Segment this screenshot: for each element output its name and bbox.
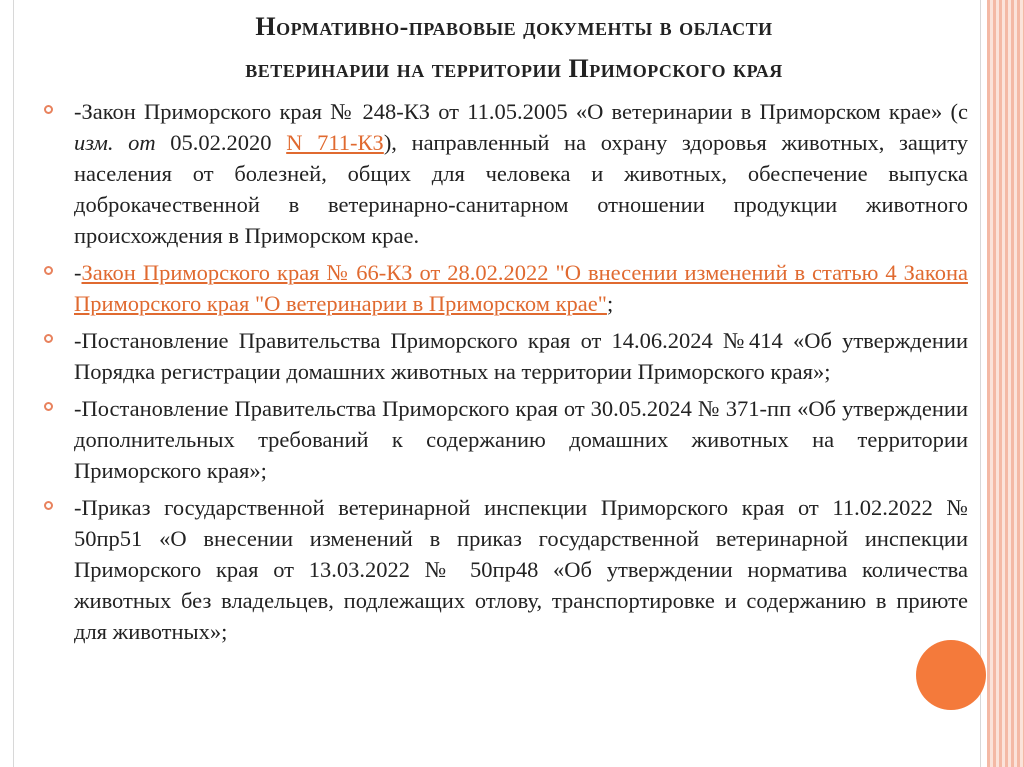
document-list (44, 96, 968, 653)
item-text-italic: изм. от (74, 130, 156, 155)
item-text: -Приказ государственной ветеринарной инспекции Приморского края от 11.02.2022 № 50пр51 «О внесении изменений в приказ государственной ветеринарной инспекции Приморского края от 13.03.2022 № 50пр48 «Об утверждении норматива количества животных без владельцев, подлежащих отлову, транспортировке и содержанию в приюте для животных»; (74, 495, 968, 644)
law-link[interactable]: Закон Приморского края № 66-КЗ от 28.02.2022 "О внесении изменений в статью 4 Закона Приморского края "О ветеринарии в Приморском крае" (74, 260, 968, 316)
item-text: -Постановление Правительства Приморского края от 30.05.2024 № 371-пп «Об утверждении дополнительных требований к содержанию домашних животных на территории Приморского края»; (74, 396, 968, 483)
item-suffix: ; (606, 291, 614, 316)
item-prefix: - (74, 260, 82, 285)
bullet-icon (44, 402, 53, 411)
title-line-2: ветеринарии на территории Приморского края (245, 54, 783, 83)
page-title (54, 6, 974, 90)
bullet-icon (44, 334, 53, 343)
list-item (44, 96, 968, 251)
bullet-icon (44, 266, 53, 275)
decorative-stripes (987, 0, 1024, 767)
item-text: -Закон Приморского края № 248-КЗ от 11.05.2005 «О ветеринарии в Приморском крае» (с (74, 99, 968, 124)
bullet-icon (44, 105, 53, 114)
law-link[interactable]: N 711-КЗ (286, 130, 384, 155)
title-line-1: Нормативно-правовые документы в области (255, 12, 773, 41)
slide-frame (13, 0, 981, 767)
item-text: 05.02.2020 (155, 130, 287, 155)
decorative-circle (916, 640, 986, 710)
item-text: ), направленный на охрану здоровья животных, защиту населения от болезней, общих для человека и животных, обеспечение выпуска доброкачественной в ветеринарно-санитарном отношении продукции животного происхождения в Приморском крае. (74, 130, 969, 248)
list-item (44, 257, 968, 319)
list-item (44, 325, 968, 387)
item-text: -Постановление Правительства Приморского края от 14.06.2024 №414 «Об утверждении Порядка регистрации домашних животных на территории Приморского края»; (74, 328, 968, 384)
bullet-icon (44, 501, 53, 510)
list-item (44, 492, 968, 647)
list-item (44, 393, 968, 486)
